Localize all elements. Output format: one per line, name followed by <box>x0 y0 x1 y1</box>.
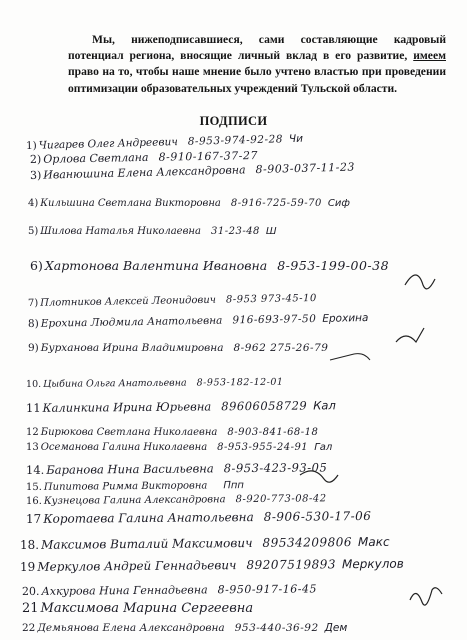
signature-phone: 8-953 973-45-10 <box>225 292 317 306</box>
signature-name: Демьянова Елена Александровна <box>37 621 225 634</box>
signature-phone: 953-440-36-92 <box>234 621 319 634</box>
signature-row <box>28 342 334 354</box>
signature-name: Кузнецова Галина Александровна <box>43 494 226 507</box>
signature-row <box>26 460 333 477</box>
signature-mark: Сиф <box>327 198 350 209</box>
signature-name: Калинкина Ирина Юрьевна <box>42 398 212 415</box>
signature-number: 2) <box>29 152 42 166</box>
signature-name: Осеманова Галина Николаевна <box>40 442 208 453</box>
signature-number: 18. <box>19 537 40 552</box>
signature-name: Кильшина Светлана Викторовна <box>40 198 221 209</box>
signature-name: Ерохина Людмила Анатольевна <box>40 314 223 330</box>
signature-phone: 8-903-841-68-18 <box>227 427 319 438</box>
signature-phone: 89207519893 <box>246 557 337 573</box>
signature-name: Цыбина Ольга Анатольевна <box>43 377 187 390</box>
signature-phone: 8-916-725-59-70 <box>230 198 322 209</box>
signature-name: Пипитова Римма Викторовна <box>43 480 208 493</box>
signature-phone: 8-903-037-11-23 <box>255 160 356 177</box>
signature-phone: 8-962 275-26-79 <box>233 341 329 354</box>
signature-row <box>22 622 347 634</box>
signature-number: 22 <box>22 621 36 634</box>
signature-number: 11 <box>25 400 41 415</box>
signature-row <box>26 398 336 415</box>
signature-number: 17 <box>25 511 42 526</box>
signature-mark: Ерохина <box>322 311 369 325</box>
signatures-title: ПОДПИСИ <box>199 114 268 128</box>
signature-name: Максимов Виталий Максимович <box>41 535 253 552</box>
signature-row <box>26 493 333 507</box>
signature-row <box>20 557 404 574</box>
signature-phone: 8-950-917-16-45 <box>217 582 318 597</box>
signature-row <box>26 480 244 493</box>
signature-number: 14. <box>25 462 45 477</box>
signature-name: Бирюкова Светлана Николаевна <box>40 427 218 438</box>
signature-number: 19 <box>19 559 36 574</box>
signature-name: Максимова Марина Сергеевна <box>40 601 254 616</box>
signature-mark: Макс <box>357 534 390 550</box>
signature-row <box>26 376 290 389</box>
signature-phone: 8-906-530-17-06 <box>263 508 372 524</box>
signature-number: 5) <box>28 226 39 237</box>
signature-name: Плотников Алексей Леонидович <box>40 294 217 309</box>
signature-phone: 8-953-423-93-05 <box>223 459 328 475</box>
signature-name: Коротаева Галина Анатольевна <box>43 510 254 526</box>
signature-number: 4) <box>28 198 39 209</box>
signature-name: Меркулов Андрей Геннадьевич <box>37 558 237 574</box>
signature-row <box>30 258 395 273</box>
signature-phone: 8-953-182-12-01 <box>196 376 284 389</box>
signature-name: Чигарев Олег Андреевич <box>38 135 178 152</box>
signature-name: Ахкурова Нина Геннадьевна <box>41 583 208 598</box>
signature-name: Иванюшина Елена Александровна <box>43 163 246 182</box>
signature-phone: 8-953-199-00-38 <box>277 257 390 273</box>
signature-number: 10. <box>25 378 42 390</box>
signature-mark: Чи <box>288 132 304 145</box>
signature-row <box>28 226 277 237</box>
signature-phone: 8-953-955-24-91 <box>217 442 309 453</box>
signature-name: Шилова Наталья Николаевна <box>40 226 201 237</box>
signature-phone: 89606058729 <box>221 398 308 413</box>
signature-mark: Гал <box>314 442 333 453</box>
signature-row <box>26 509 378 526</box>
signature-mark: Ппп <box>223 480 245 492</box>
signature-name: Баранова Нина Васильевна <box>46 460 214 477</box>
signature-phone: 89534209806 <box>262 535 353 550</box>
signature-number: 1) <box>25 139 37 152</box>
signature-mark: Кал <box>313 397 336 412</box>
signature-phone: 8-920-773-08-42 <box>235 493 327 506</box>
signature-number: 15. <box>25 481 42 493</box>
signature-row <box>22 601 269 616</box>
signature-name: Бурханова Ирина Владимировна <box>40 341 224 354</box>
signature-number: 20. <box>21 584 40 598</box>
statement-underlined: имеем <box>413 49 446 63</box>
signature-name: Хартонова Валентина Ивановна <box>44 257 268 273</box>
signature-number: 12 <box>26 427 39 438</box>
signature-row <box>26 442 332 453</box>
signature-row <box>28 312 369 330</box>
signature-phone: 8-953-974-92-28 <box>187 132 284 148</box>
signature-phone: 31-23-48 <box>210 226 260 237</box>
signature-row <box>26 427 324 438</box>
signature-mark: Ш <box>265 226 277 237</box>
statement-part-1: Мы, нижеподписавшиеся, сами составляющие кадровый потенциал региона, вносящие личный вклад в его развитие, <box>68 33 446 63</box>
signature-mark: Дем <box>324 621 348 634</box>
signature-number: 8) <box>27 317 39 330</box>
signature-number: 9) <box>28 341 39 354</box>
signature-phone: 8-910-167-37-27 <box>158 149 259 164</box>
signature-number: 7) <box>27 297 39 309</box>
signature-number: 3) <box>29 168 42 182</box>
signature-number: 13 <box>26 442 39 453</box>
statement-part-2: право на то, чтобы наше мнение было учтено властью при проведении оптимизации образовательных учреждений Тульской области. <box>68 65 446 95</box>
signature-number: 21 <box>22 601 39 616</box>
signature-mark: Меркулов <box>341 556 404 572</box>
signature-number: 6) <box>30 257 43 273</box>
signature-number: 16. <box>25 495 42 507</box>
signature-row <box>28 198 350 209</box>
signature-row <box>22 582 323 598</box>
signature-row <box>20 535 390 552</box>
signature-phone: 916-693-97-50 <box>232 312 317 326</box>
signature-name: Орлова Светлана <box>43 150 149 166</box>
signature-row <box>28 293 323 309</box>
